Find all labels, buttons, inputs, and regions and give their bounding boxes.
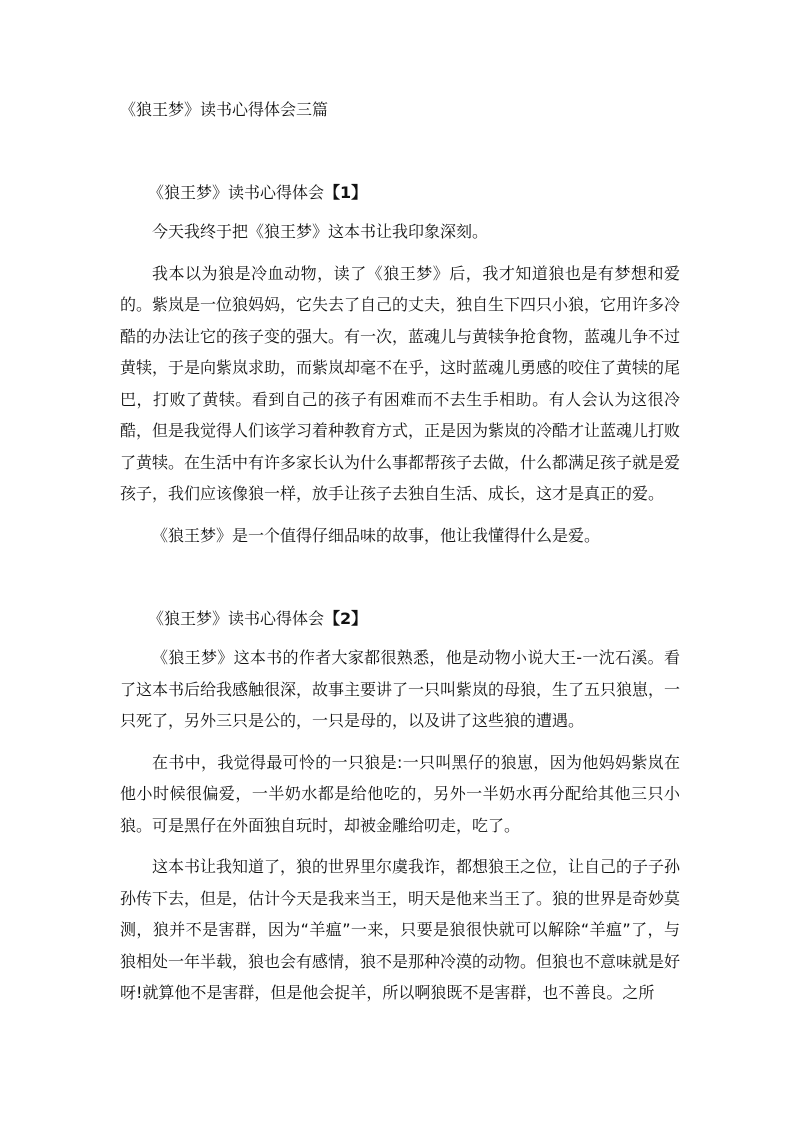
paragraph: 今天我终于把《狼王梦》这本书让我印象深刻。 — [152, 222, 489, 241]
paragraph: 我本以为狼是冷血动物，读了《狼王梦》后，我才知道狼也是有梦想和爱的。紫岚是一位狼妈妈，它失去了自己的丈夫，独自生下四只小狼，它用许多冷酷的办法让它的孩子变的强大。有一次，蓝魂儿与黄犊争抢食物，蓝魂儿争不过黄犊，于是向紫岚求助，而紫岚却毫不在乎，这时蓝魂儿勇感的咬住了黄犊的尾巴，打败了黄犊。看到自己的孩子有困难而不去生手相助。有人会认为这很冷酷，但是我觉得人们该学习着种教育方式，正是因为紫岚的冷酷才让蓝魂儿打败了黄犊。在生活中有许多家长认为什么事都帮孩子去做，什么都满足孩子就是爱孩子，我们应该像狼一样，放手让孩子去独自生活、成长，这才是真正的爱。 — [120, 263, 681, 503]
section-2 — [120, 606, 680, 1019]
section-number: 【2】 — [324, 609, 368, 628]
paragraph: 这本书让我知道了，狼的世界里尔虞我诈，都想狼王之位，让自己的子子孙孙传下去，但是，估计今天是我来当王，明天是他来当王了。狼的世界是奇妙莫测，狼并不是害群，因为“羊瘟”一来，只要是狼很快就可以解除“羊瘟”了，与狼相处一年半载，狼也会有感情，狼不是那种冷漠的动物。但狼也不意味就是好呀!就算他不是害群，但是他会捉羊，所以啊狼既不是害群，也不善良。之所 — [120, 857, 681, 1002]
section-heading-text: 《狼王梦》读书心得体会 — [148, 183, 325, 202]
section-number: 【1】 — [324, 183, 368, 202]
section-heading — [120, 180, 680, 206]
section-heading-text: 《狼王梦》读书心得体会 — [148, 609, 325, 628]
paragraph: 《狼王梦》是一个值得仔细品味的故事，他让我懂得什么是爱。 — [152, 525, 601, 545]
section-heading — [120, 606, 680, 632]
section-1 — [120, 180, 680, 561]
paragraph: 《狼王梦》这本书的作者大家都很熟悉，他是动物小说大王-一沈石溪。看了这本书后给我感触很深，故事主要讲了一只叫紫岚的母狼，生了五只狼崽，一只死了，另外三只是公的，一只是母的，以及讲了这些狼的遭遇。 — [120, 648, 681, 730]
page-title: 《狼王梦》读书心得体会三篇 — [120, 100, 329, 119]
paragraph: 在书中，我觉得最可怜的一只狼是:一只叫黑仔的狼崽，因为他妈妈紫岚在他小时候很偏爱，一半奶水都是给他吃的，另外一半奶水再分配给其他三只小狼。可是黑仔在外面独自玩时，却被金雕给叨走，吃了。 — [120, 752, 680, 835]
